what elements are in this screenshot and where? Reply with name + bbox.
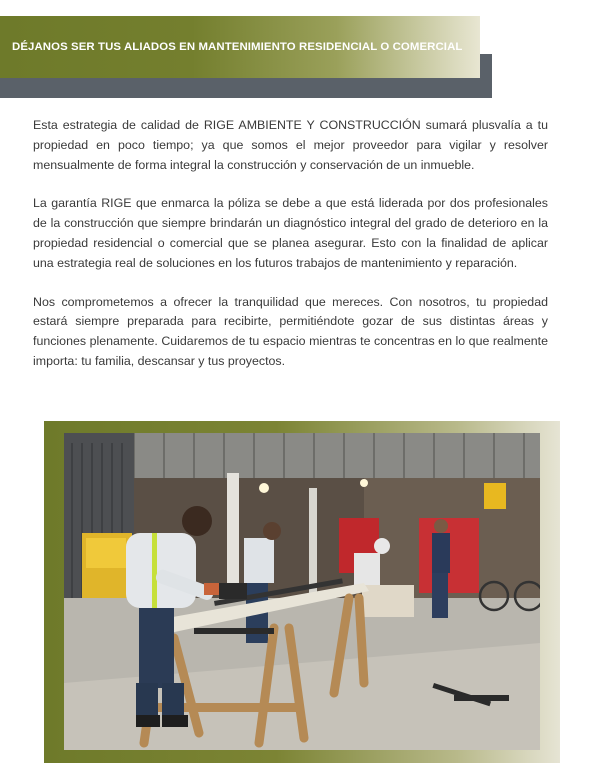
paragraph-3: Nos comprometemos a ofrecer la tranquilidad que mereces. Con nosotros, tu propiedad estará siempre preparada para recibirte, permitiéndote gozar de sus distintas áreas y funciones plenamente. Cuidaremos de tu espacio mientras te concentras en lo que realmente importa: tu familia, descansar y tus proyectos. <box>33 294 548 368</box>
workshop-illustration <box>64 433 540 750</box>
page-title: DÉJANOS SER TUS ALIADOS EN MANTENIMIENTO RESIDENCIAL O COMERCIAL <box>12 41 463 53</box>
paragraph-2: La garantía RIGE que enmarca la póliza se debe a que está liderada por dos profesionales de la construcción que siempre brindarán un diagnóstico integral del grado de deterioro en la propiedad residencial o comercial que se planea asegurar. Esto con la finalidad de aplicar una estrategia real de soluciones en los futuros trabajos de mantenimiento y reparación. <box>33 196 548 270</box>
paragraph-1: Esta estrategia de calidad de RIGE AMBIENTE Y CONSTRUCCIÓN sumará plusvalía a tu propiedad en poco tiempo; ya que somos el mejor proveedor para vigilar y resolver mensualmente de forma integral la construcción y conservación de un inmueble. <box>33 118 548 172</box>
body-text <box>33 116 548 391</box>
header-banner <box>0 16 492 98</box>
workshop-photo <box>64 433 540 750</box>
